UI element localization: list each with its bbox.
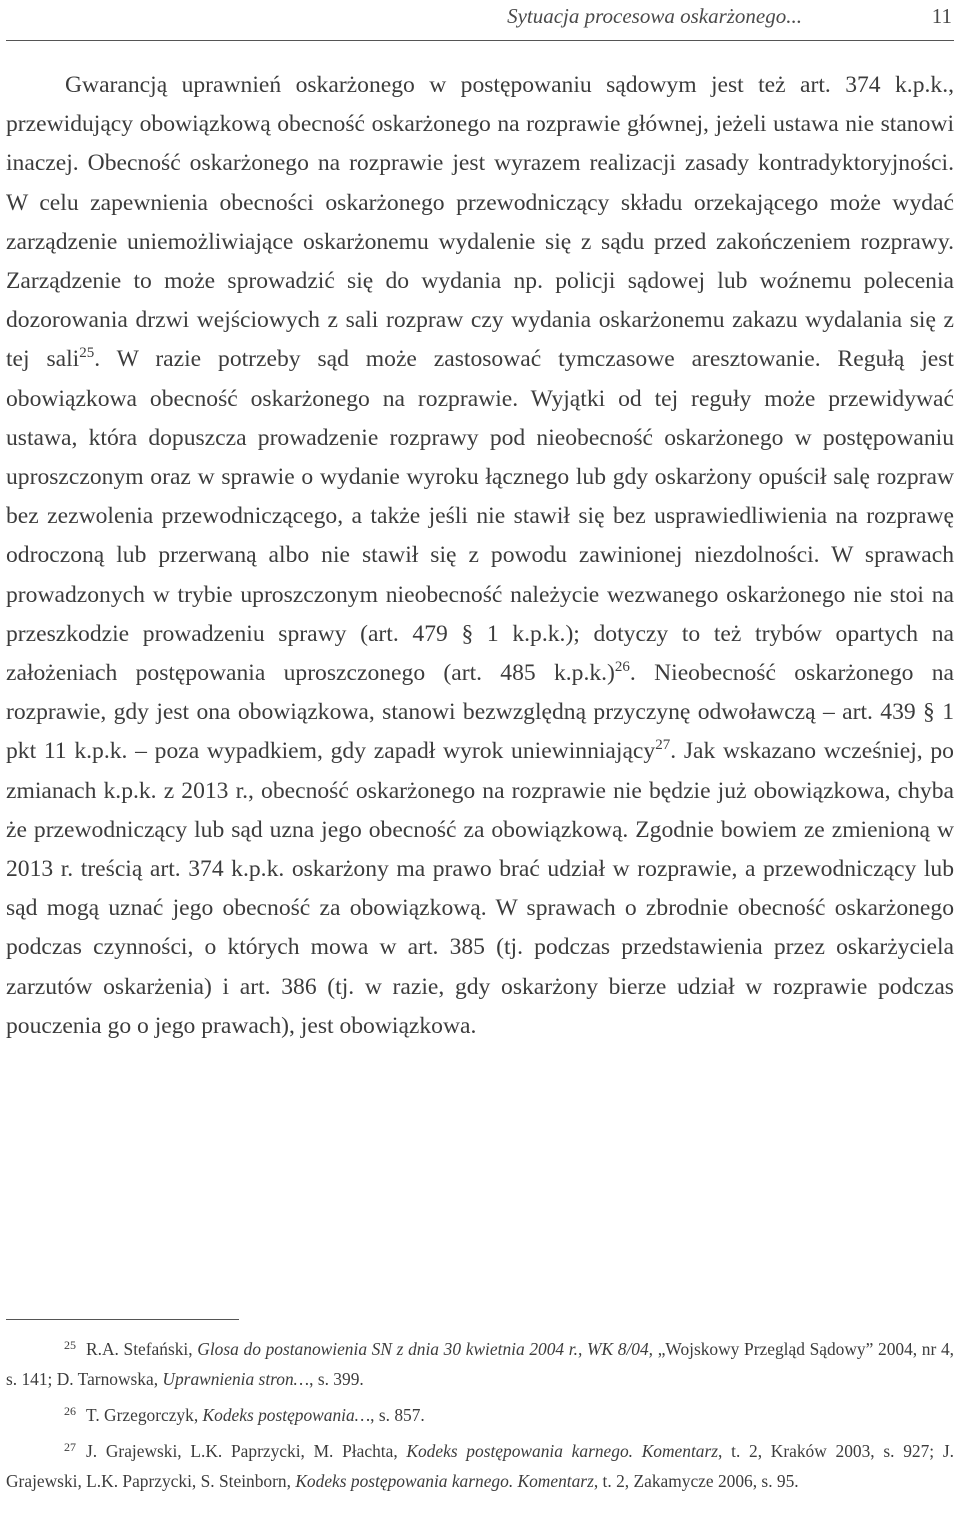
- footnote-text: T. Grzegorczyk,: [86, 1405, 203, 1425]
- footnote-text: „Wojskowy Przegląd Sądowy” 2004, nr 4, s. 141; D. Tarnowska,: [6, 1339, 954, 1389]
- footnote-number: 26: [64, 1404, 76, 1418]
- footnote-text: , s. 399.: [309, 1369, 364, 1389]
- footnote-27: [6, 1436, 954, 1496]
- main-paragraph: [6, 66, 954, 1046]
- footnote-text: J. Grajewski, L.K. Paprzycki, M. Płachta,: [86, 1441, 407, 1461]
- footnote-title: Uprawnienia stron…: [162, 1369, 310, 1389]
- paragraph-text: . Jak wskazano wcześniej, po zmianach k.p.k. z 2013 r., obecność oskarżonego na rozprawie nie będzie już obowiązkowa, chyba że przewodniczący lub sąd uzna jego obecność za obowiązkową. Zgodnie bowiem ze zmienioną w 2013 r. treścią art. 374 k.p.k. oskarżony ma prawo brać udział w rozprawie, a przewodniczący lub sąd mogą uznać jego obecność za obowiązkową. W sprawach o zbrodnie obecność oskarżonego podczas czynności, o których mowa w art. 385 (tj. podczas przedstawienia przez oskarżyciela zarzutów oskarżenia) i art. 386 (tj. w razie, gdy oskarżony bierze udział w rozprawie podczas pouczenia go o jego prawach), jest obowiązkowa.: [6, 738, 954, 1039]
- footnote-ref-25: 25: [79, 345, 95, 362]
- footnote-ref-27: 27: [655, 737, 671, 754]
- footnote-number: 27: [64, 1440, 76, 1454]
- footnote-25: [6, 1334, 954, 1394]
- page-number: 11: [931, 4, 952, 28]
- page-header: [0, 0, 960, 44]
- footnote-text: , t. 2, Zakamycze 2006, s. 95.: [593, 1471, 799, 1491]
- footnote-title: Kodeks postępowania…: [202, 1405, 371, 1425]
- paragraph-text: . W razie potrzeby sąd może zastosować tymczasowe aresztowanie. Regułą jest obowiązkowa obecność oskarżonego na rozprawie. Wyjątki od tej reguły może przewidywać ustawa, która dopuszcza prowadzenie rozprawy pod nieobecność oskarżonego w postępowaniu uproszczonym oraz w sprawie o wydanie wyroku łącznego lub gdy oskarżony opuścił salę rozpraw bez zezwolenia przewodniczącego, a także jeśli nie stawił się bez usprawiedliwienia na rozprawę odroczoną lub przerwaną albo nie stawił się z powodu zawinionej niezdolności. W sprawach prowadzonych w trybie uproszczonym nieobecność należycie wezwanego oskarżonego nie stoi na przeszkodzie prowadzeniu sprawy (art. 479 § 1 k.p.k.); dotyczy to też trybów opartych na założeniach postępowania uproszczonego (art. 485 k.p.k.): [6, 346, 954, 687]
- header-rule: [6, 40, 954, 41]
- footnote-text: , t. 2, Kraków 2003, s. 927; J. Grajewski, L.K. Paprzycki, S. Steinborn,: [6, 1441, 954, 1491]
- footnote-text: R.A. Stefański,: [86, 1339, 198, 1359]
- footnotes: [6, 1334, 954, 1502]
- footnote-rule: [6, 1319, 239, 1320]
- footnote-number: 25: [64, 1338, 76, 1352]
- footnote-ref-26: 26: [614, 659, 630, 676]
- footnote-text: , s. 857.: [370, 1405, 425, 1425]
- paragraph-text: Gwarancją uprawnień oskarżonego w postępowaniu sądowym jest też art. 374 k.p.k., przewidujący obowiązkową obecność oskarżonego na rozprawie głównej, jeżeli ustawa nie stanowi inaczej. Obecność oskarżonego na rozprawie jest wyrazem realizacji zasady kontradyktoryjności. W celu zapewnienia obecności oskarżonego przewodniczący składu orzekającego może wydać zarządzenie uniemożliwiające oskarżonemu wydalenie się z sądu przed zakończeniem rozprawy. Zarządzenie to może sprowadzić się do wydania np. policji sądowej lub woźnemu polecenia dozorowania drzwi wejściowych z sali rozpraw czy wydania oskarżonemu zakazu wydalania się z tej sali: [6, 72, 954, 373]
- footnote-title: Kodeks postępowania karnego. Komentarz: [295, 1471, 594, 1491]
- footnote-26: [6, 1400, 954, 1430]
- footnote-title: Glosa do postanowienia SN z dnia 30 kwietnia 2004 r., WK 8/04,: [197, 1339, 654, 1359]
- footnote-title: Kodeks postępowania karnego. Komentarz: [406, 1441, 719, 1461]
- running-title: Sytuacja procesowa oskarżonego...: [507, 4, 802, 28]
- paragraph-text: . Nieobecność oskarżonego na rozprawie, gdy jest ona obowiązkowa, stanowi bezwzględną przyczynę odwoławczą – art. 439 § 1 pkt 11 k.p.k. – poza wypadkiem, gdy zapadł wyrok uniewinniający: [6, 660, 954, 765]
